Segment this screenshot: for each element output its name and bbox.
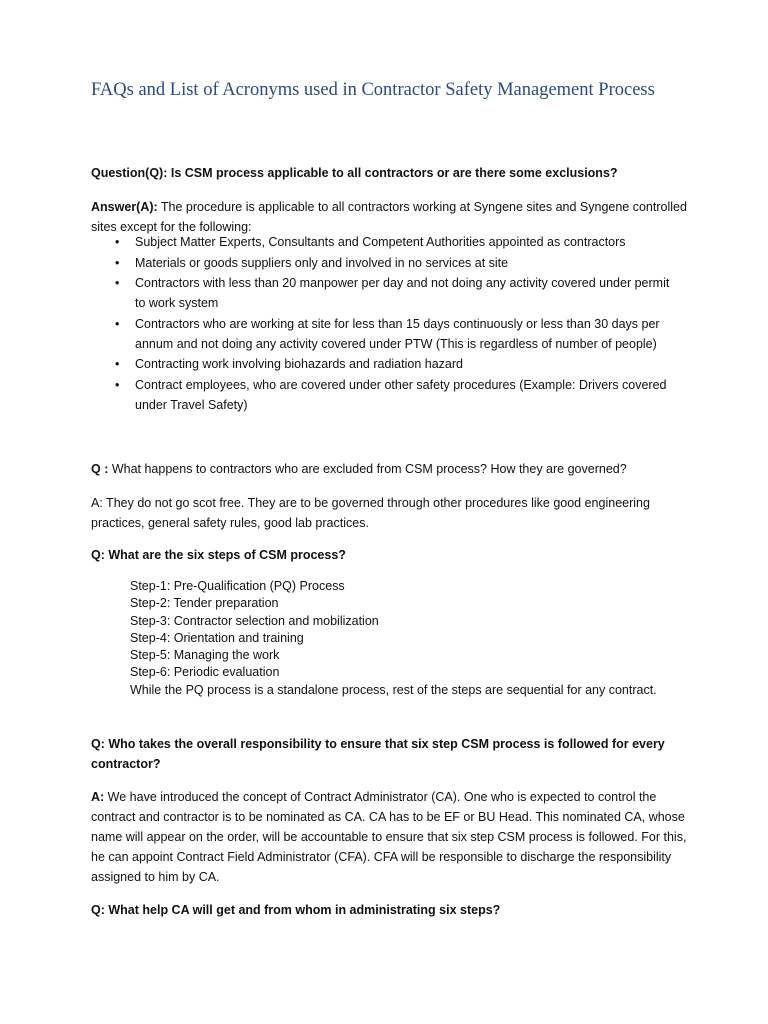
page-title: FAQs and List of Acronyms used in Contractor Safety Management Process bbox=[91, 80, 655, 100]
faq1-answer bbox=[91, 197, 691, 237]
list-item: Step-1: Pre-Qualification (PQ) Process bbox=[130, 579, 345, 593]
list-item: • Contractors with less than 20 manpower per day and not doing any activity covered under permit to work system bbox=[109, 273, 679, 313]
faq1-question: Question(Q): Is CSM process applicable to all contractors or are there some exclusions? bbox=[91, 166, 618, 180]
exclusions-list bbox=[109, 232, 679, 415]
faq2-answer: A: They do not go scot free. They are to be governed through other procedures like good engineering practices, general safety rules, good lab practices. bbox=[91, 496, 650, 530]
list-item: • Contractors who are working at site for less than 15 days continuously or less than 30 days per annum and not doing any activity covered under PTW (This is regardless of number of people) bbox=[109, 314, 679, 354]
faq3-question: Q: What are the six steps of CSM process? bbox=[91, 548, 346, 562]
list-item: Step-3: Contractor selection and mobilization bbox=[130, 613, 379, 628]
faq5-question: Q: What help CA will get and from whom in administrating six steps? bbox=[91, 903, 501, 917]
list-item: Step-4: Orientation and training bbox=[130, 630, 304, 645]
faq4-answer bbox=[91, 787, 691, 887]
steps-list bbox=[130, 578, 690, 699]
list-item: Step-5: Managing the work bbox=[130, 648, 280, 663]
faq1-answer-text: The procedure is applicable to all contractors working at Syngene sites and Syngene controlled sites except for the following: bbox=[91, 200, 687, 234]
bullet-icon: • bbox=[115, 235, 120, 249]
bullet-icon: • bbox=[115, 377, 120, 392]
bullet-icon: • bbox=[115, 316, 120, 331]
bullet-icon: • bbox=[115, 255, 120, 270]
faq1-answer-label: Answer(A): bbox=[91, 200, 158, 214]
list-item: • Contracting work involving biohazards and radiation hazard bbox=[109, 354, 679, 374]
faq2-question-label: Q : bbox=[91, 462, 109, 476]
list-item: Step-6: Periodic evaluation bbox=[130, 665, 280, 680]
faq4-answer-label: A: bbox=[91, 790, 105, 804]
list-item: • Subject Matter Experts, Consultants and Competent Authorities appointed as contractors bbox=[109, 232, 679, 252]
list-item: • Materials or goods suppliers only and involved in no services at site bbox=[109, 253, 679, 273]
bullet-icon: • bbox=[115, 357, 120, 371]
steps-note: While the PQ process is a standalone process, rest of the steps are sequential for any contract. bbox=[130, 682, 657, 697]
bullet-icon: • bbox=[115, 276, 120, 290]
faq4-answer-text: We have introduced the concept of Contract Administrator (CA). One who is expected to control the contract and contractor is to be nominated as CA. CA has to be EF or BU Head. This nominated CA, whose name will appear on the order, will be accountable to ensure that six step CSM process is followed. For this, he can appoint Contract Field Administrator (CFA). CFA will be responsible to discharge the responsibility assigned to him by CA. bbox=[91, 790, 687, 884]
list-item: • Contract employees, who are covered under other safety procedures (Example: Drivers covered under Travel Safety) bbox=[109, 375, 679, 415]
list-item: Step-2: Tender preparation bbox=[130, 596, 279, 611]
faq4-question: Q: Who takes the overall responsibility to ensure that six step CSM process is followed for every contractor? bbox=[91, 737, 665, 771]
faq2-question-text: What happens to contractors who are excluded from CSM process? How they are governed? bbox=[108, 462, 627, 476]
faq2-question bbox=[91, 459, 691, 479]
